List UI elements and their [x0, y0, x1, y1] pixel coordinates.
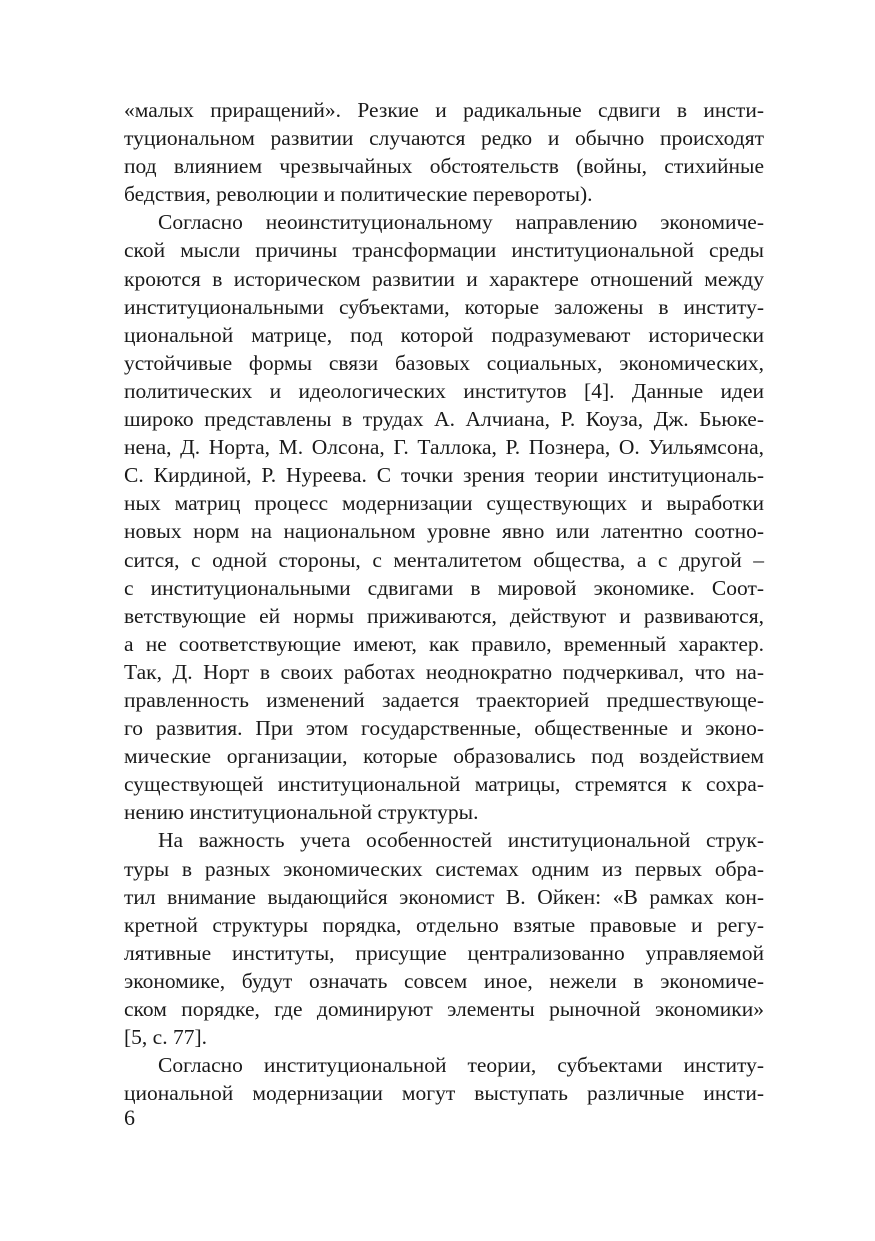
text-line: циональной модернизации могут выступать различные инсти- [124, 1081, 764, 1106]
text-line: кроются в историческом развитии и характере отношений между [124, 266, 764, 291]
text-line: институциональными субъектами, которые заложены в институ- [124, 294, 764, 319]
page-number: 6 [124, 1105, 135, 1130]
text-line: правленность изменений задается траекторией предшествующе- [124, 687, 764, 712]
text-line: Согласно институциональной теории, субъектами институ- [158, 1053, 764, 1078]
text-line: ском порядке, где доминируют элементы рыночной экономики» [124, 997, 764, 1021]
text-line: широко представлены в трудах А. Алчиана, Р. Коуза, Дж. Бьюке- [124, 407, 764, 432]
text-line: Так, Д. Норт в своих работах неоднократно подчеркивал, что на- [124, 659, 764, 684]
text-line: туры в разных экономических системах одним из первых обра- [124, 856, 764, 881]
text-line: существующей институциональной матрицы, стремятся к сохра- [124, 772, 764, 797]
text-line: ветствующие ей нормы приживаются, действуют и развиваются, [124, 603, 764, 628]
text-line: На важность учета особенностей институциональной струк- [158, 828, 764, 853]
text-line: С. Кирдиной, Р. Нуреева. С точки зрения теории институциональ- [124, 463, 764, 488]
text-line: под влиянием чрезвычайных обстоятельств (войны, стихийные [124, 154, 764, 179]
text-line: Согласно неоинституциональному направлению экономиче- [158, 210, 764, 235]
text-line: лятивные институты, присущие централизованно управляемой [124, 940, 764, 965]
text-line: а не соответствующие имеют, как правило, временный характер. [124, 631, 764, 656]
text-line: [5, с. 77]. [124, 1025, 207, 1050]
body-text [124, 96, 764, 1107]
text-line: бедствия, революции и политические перевороты). [124, 182, 593, 207]
text-line: сится, с одной стороны, с менталитетом общества, а с другой – [124, 547, 764, 572]
text-line: ской мысли причины трансформации институциональной среды [124, 238, 764, 263]
text-line: экономике, будут означать совсем иное, нежели в экономиче- [124, 968, 764, 993]
text-line: циональной матрице, под которой подразумевают исторически [124, 322, 764, 347]
text-line: политических и идеологических институтов [4]. Данные идеи [124, 378, 764, 403]
text-line: мические организации, которые образовались под воздействием [124, 744, 764, 769]
text-line: туциональном развитии случаются редко и обычно происходят [124, 126, 764, 151]
text-line: тил внимание выдающийся экономист В. Ойкен: «В рамках кон- [124, 884, 764, 909]
text-line: го развития. При этом государственные, общественные и эконо- [124, 716, 764, 741]
text-line: нена, Д. Норта, М. Олсона, Г. Таллока, Р. Познера, О. Уильямсона, [124, 435, 764, 460]
text-line: новых норм на национальном уровне явно или латентно соотно- [124, 519, 764, 544]
text-line: ных матриц процесс модернизации существующих и выработки [124, 491, 764, 516]
text-line: кретной структуры порядка, отдельно взятые правовые и регу- [124, 912, 764, 937]
text-line: с институциональными сдвигами в мировой экономике. Соот- [124, 575, 764, 600]
text-line: нению институциональной структуры. [124, 800, 479, 825]
text-line: «малых приращений». Резкие и радикальные сдвиги в инсти- [124, 98, 764, 122]
text-line: устойчивые формы связи базовых социальных, экономических, [124, 350, 764, 375]
